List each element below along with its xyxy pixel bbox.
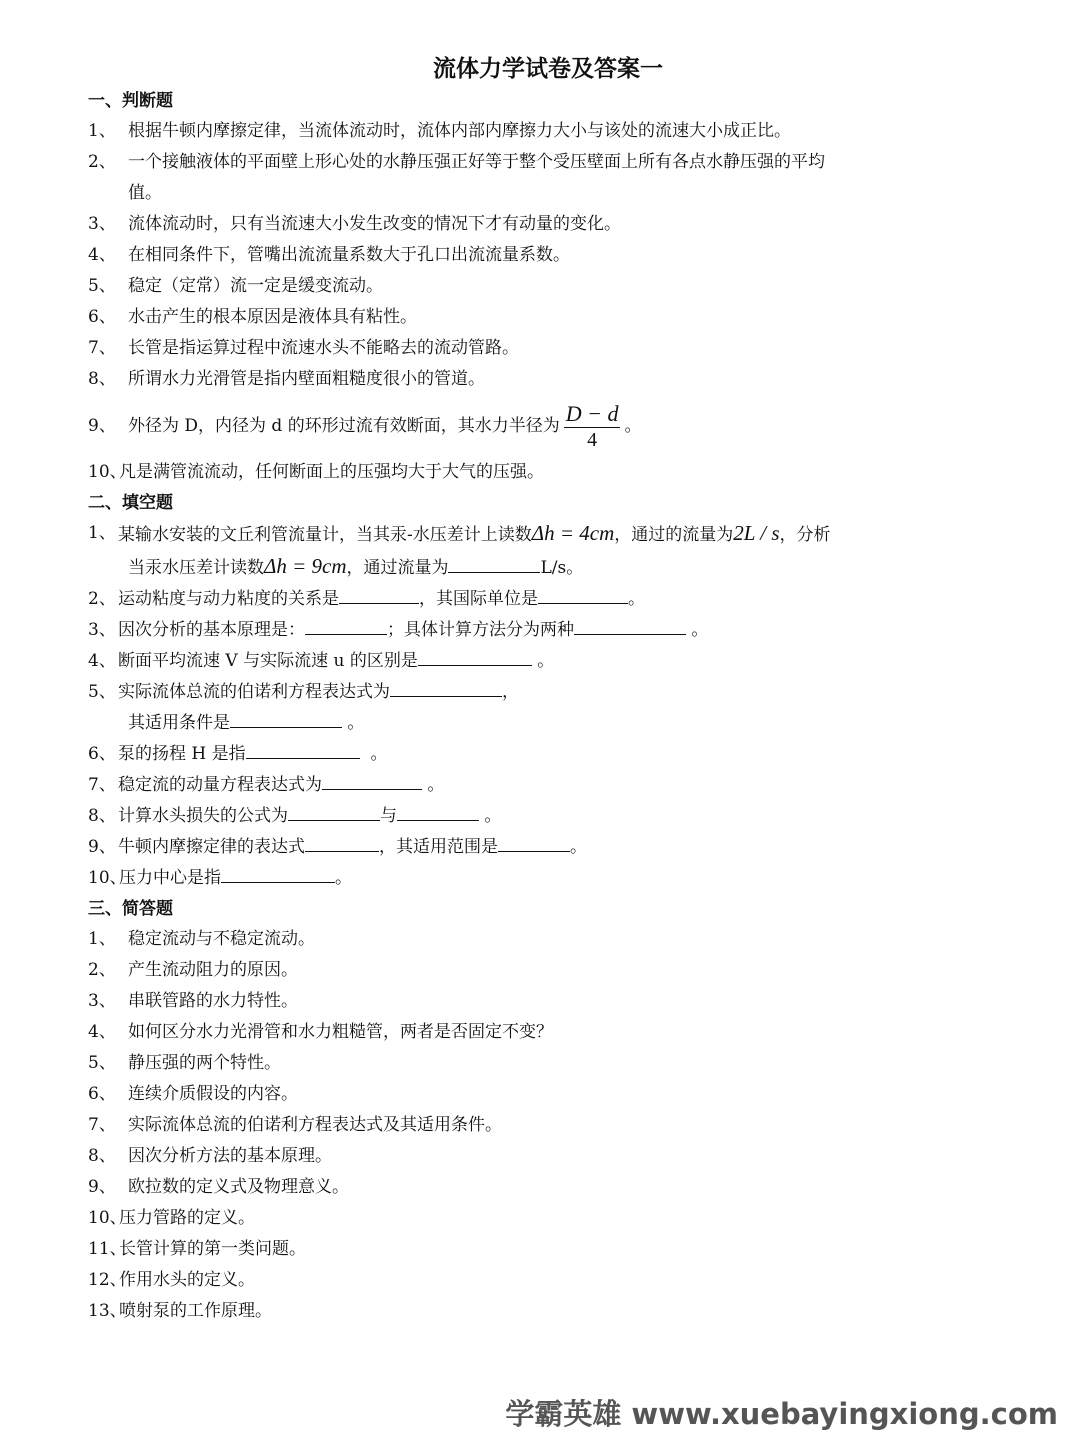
list-item [88, 302, 1008, 333]
formula-delta-h-9: Δh = 9cm [264, 554, 347, 578]
item-text-end: 。 [624, 416, 642, 436]
list-item [88, 863, 1008, 894]
list-item [88, 518, 1008, 551]
item-text: 运动粘度与动力粘度的关系是 [118, 589, 339, 609]
item-text: 。 [531, 651, 555, 671]
item-number: 8、 [88, 1146, 116, 1166]
list-item [88, 1234, 1008, 1265]
item-text: 所谓水力光滑管是指内壁面粗糙度很小的管道。 [128, 369, 485, 389]
item-text: 如何区分水力光滑管和水力粗糙管，两者是否固定不变？ [128, 1022, 553, 1042]
item-number: 1、 [88, 121, 116, 141]
item-text-group [128, 395, 1008, 457]
answer-blank[interactable] [288, 802, 380, 821]
item-text-group [118, 646, 1008, 677]
item-text: 外径为 D，内径为 d 的环形过流有效断面，其水力半径为 [128, 416, 560, 436]
answer-blank[interactable] [390, 678, 502, 697]
hydraulic-radius-fraction [564, 401, 621, 452]
item-number: 1、 [88, 523, 116, 543]
list-item [88, 1048, 1008, 1079]
item-text-group [118, 615, 1008, 646]
item-number: 9、 [88, 416, 116, 436]
item-number: 2、 [88, 960, 116, 980]
list-item [88, 116, 1008, 147]
item-number: 3、 [88, 214, 116, 234]
list-item [88, 739, 1008, 770]
item-number: 4、 [88, 245, 116, 265]
item-text: 在相同条件下，管嘴出流流量系数大于孔口出流流量系数。 [128, 245, 570, 265]
item-number: 12、 [88, 1270, 127, 1290]
item-number: 9、 [88, 837, 116, 857]
item-number: 9、 [88, 1177, 116, 1197]
list-item [88, 240, 1008, 271]
answer-blank[interactable] [230, 709, 342, 728]
list-item [88, 646, 1008, 677]
list-item [88, 1172, 1008, 1203]
item-text-continued [88, 551, 1008, 584]
item-text: 稳定流动与不稳定流动。 [128, 929, 315, 949]
answer-blank[interactable] [322, 771, 422, 790]
section-heading-short-answer: 三、简答题 [88, 899, 173, 919]
list-item [88, 271, 1008, 302]
list-item [88, 801, 1008, 832]
answer-blank[interactable] [397, 802, 479, 821]
item-text: 。 [570, 837, 587, 857]
list-item [88, 209, 1008, 240]
item-text: 作用水头的定义。 [119, 1270, 255, 1290]
list-item [88, 832, 1008, 863]
item-text: 。 [359, 744, 388, 764]
item-text: 连续介质假设的内容。 [128, 1084, 298, 1104]
item-text: ，通过流量为 [346, 558, 449, 578]
answer-blank[interactable] [246, 740, 360, 759]
item-text: 因次分析的基本原理是： [118, 620, 305, 640]
item-number: 8、 [88, 369, 116, 389]
item-number: 2、 [88, 589, 116, 609]
item-text: 。 [342, 713, 365, 733]
item-number: 7、 [88, 338, 116, 358]
item-number: 6、 [88, 744, 116, 764]
item-text: 当汞水压差计读数 [128, 558, 264, 578]
item-text: 。 [628, 589, 645, 609]
item-text: 计算水头损失的公式为 [118, 806, 288, 826]
item-text-continued [88, 708, 1008, 739]
item-text: ， [502, 682, 519, 702]
answer-blank[interactable] [498, 833, 570, 852]
item-number: 8、 [88, 806, 116, 826]
item-text: 断面平均流速 V 与实际流速 u 的区别是 [118, 651, 418, 671]
list-item [88, 584, 1008, 615]
item-number: 6、 [88, 1084, 116, 1104]
item-text-group [118, 832, 1008, 863]
answer-blank[interactable] [574, 616, 686, 635]
item-text: 喷射泵的工作原理。 [119, 1301, 272, 1321]
fraction-numerator: D − d [565, 401, 619, 426]
item-text: ，分析 [779, 525, 831, 545]
item-number: 5、 [88, 276, 116, 296]
item-number: 6、 [88, 307, 116, 327]
item-text-group [118, 677, 1008, 708]
item-text: ，其适用范围是 [379, 837, 498, 857]
list-item [88, 1203, 1008, 1234]
item-text: 因次分析方法的基本原理。 [128, 1146, 332, 1166]
list-item [88, 986, 1008, 1017]
short-answer-list [88, 924, 1008, 1327]
item-text: 。 [422, 775, 445, 795]
item-number: 4、 [88, 1022, 116, 1042]
list-item [88, 1141, 1008, 1172]
item-text: 稳定（定常）流一定是缓变流动。 [128, 276, 383, 296]
footer-watermark: 学霸英雄 www.xuebayingxiong.com [505, 1397, 1058, 1431]
item-text: 一个接触液体的平面壁上形心处的水静压强正好等于整个受压壁面上所有各点水静压强的平均 [128, 152, 825, 172]
item-number: 4、 [88, 651, 116, 671]
item-number: 10、 [88, 462, 127, 482]
page-title: 流体力学试卷及答案一 [433, 56, 663, 82]
item-text: 欧拉数的定义式及物理意义。 [128, 1177, 349, 1197]
list-item [88, 770, 1008, 801]
list-item [88, 1017, 1008, 1048]
item-text: 静压强的两个特性。 [128, 1053, 281, 1073]
item-number: 13、 [88, 1301, 127, 1321]
item-text: 长管计算的第一类问题。 [119, 1239, 306, 1259]
list-item [88, 395, 1008, 457]
item-text: 水击产生的根本原因是液体具有粘性。 [128, 307, 417, 327]
item-text: 长管是指运算过程中流速水头不能略去的流动管路。 [128, 338, 519, 358]
item-text: 。 [479, 806, 502, 826]
item-text: 压力管路的定义。 [119, 1208, 255, 1228]
item-number: 7、 [88, 775, 116, 795]
answer-blank[interactable] [448, 554, 540, 573]
answer-blank[interactable] [538, 585, 628, 604]
list-item [88, 457, 1008, 488]
item-text: 产生流动阻力的原因。 [128, 960, 298, 980]
item-text: 牛顿内摩擦定律的表达式 [118, 837, 305, 857]
item-number: 2、 [88, 152, 116, 172]
item-text: L/s。 [540, 558, 584, 578]
answer-blank[interactable] [221, 864, 335, 883]
item-text: ，通过的流量为 [614, 525, 734, 545]
item-text-continued: 值。 [128, 183, 162, 203]
formula-delta-h-4: Δh = 4cm [531, 521, 615, 545]
answer-blank[interactable] [418, 647, 532, 666]
exam-page [88, 0, 1008, 1327]
fraction-denominator: 4 [587, 429, 598, 451]
item-number: 10、 [88, 1208, 127, 1228]
section-heading-fill-blank: 二、填空题 [88, 493, 173, 513]
list-item [88, 1296, 1008, 1327]
item-text: 串联管路的水力特性。 [128, 991, 298, 1011]
item-number: 1、 [88, 929, 116, 949]
item-text: 某输水安装的文丘利管流量计，当其汞-水压差计上读数 [118, 525, 532, 545]
item-text: 实际流体总流的伯诺利方程表达式为 [118, 682, 390, 702]
formula-flow-2: 2L / s [733, 521, 780, 545]
item-text: 。 [686, 620, 709, 640]
item-text-group [119, 863, 1008, 894]
item-text: 与 [380, 806, 397, 826]
item-number: 7、 [88, 1115, 116, 1135]
item-number: 3、 [88, 991, 116, 1011]
item-number: 10、 [88, 868, 127, 888]
item-text: 。 [335, 868, 352, 888]
item-number: 5、 [88, 1053, 116, 1073]
item-number: 5、 [88, 682, 116, 702]
list-item [88, 1110, 1008, 1141]
item-text-group [118, 801, 1008, 832]
item-text-group [118, 584, 1008, 615]
answer-blank[interactable] [305, 833, 379, 852]
item-text: ；具体计算方法分为两种 [387, 620, 574, 640]
list-item [88, 1265, 1008, 1296]
section-heading-true-false: 一、判断题 [88, 91, 173, 111]
item-text: 稳定流的动量方程表达式为 [118, 775, 322, 795]
list-item [88, 615, 1008, 646]
list-item [88, 333, 1008, 364]
answer-blank[interactable] [305, 616, 387, 635]
item-text: 压力中心是指 [119, 868, 221, 888]
list-item [88, 147, 1008, 178]
item-text-group [118, 739, 1008, 770]
item-text: 实际流体总流的伯诺利方程表达式及其适用条件。 [128, 1115, 502, 1135]
list-item [88, 364, 1008, 395]
item-text-group [118, 770, 1008, 801]
item-text: 根据牛顿内摩擦定律，当流体流动时，流体内部内摩擦力大小与该处的流速大小成正比。 [128, 121, 791, 141]
item-text: ，其国际单位是 [419, 589, 538, 609]
item-number: 3、 [88, 620, 116, 640]
answer-blank[interactable] [339, 585, 419, 604]
item-text: 其适用条件是 [128, 713, 230, 733]
list-item [88, 677, 1008, 708]
item-text-group [118, 518, 1008, 551]
item-number: 11、 [88, 1239, 127, 1259]
item-text: 凡是满管流流动，任何断面上的压强均大于大气的压强。 [119, 462, 544, 482]
list-item [88, 955, 1008, 986]
list-item [88, 1079, 1008, 1110]
item-text: 泵的扬程 H 是指 [118, 744, 246, 764]
item-text: 流体流动时，只有当流速大小发生改变的情况下才有动量的变化。 [128, 214, 621, 234]
list-item [88, 924, 1008, 955]
